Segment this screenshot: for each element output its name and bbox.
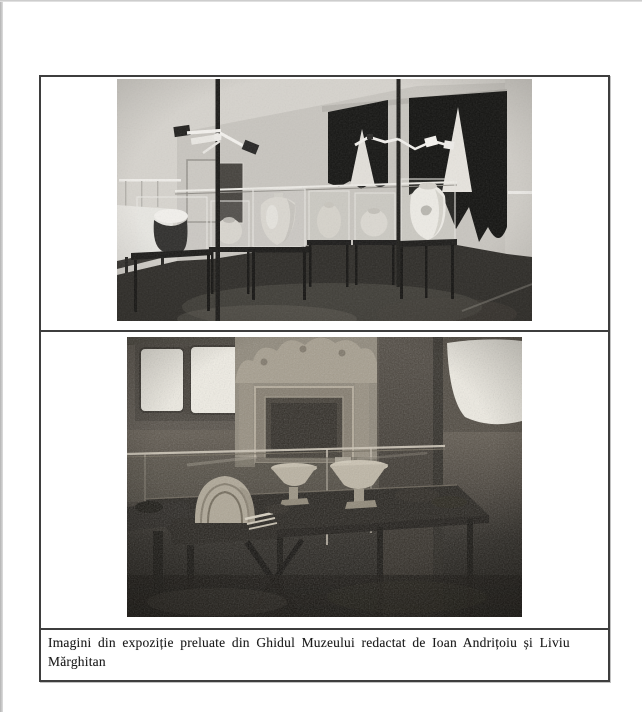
scan-edge-left [0,0,3,712]
photo-row-top [41,77,608,332]
caption-line-2: Mărghitan [48,654,106,669]
scan-edge-top [0,0,642,2]
exhibition-photo-bottom [127,337,522,617]
photo-row-bottom [41,332,608,630]
figure-frame [39,75,610,682]
caption-line-1: Imagini din expoziție preluate din Ghidul Muzeului redactat de Ioan Andrițoiu și Liviu [48,635,570,650]
figure-caption [41,630,608,671]
caption-row [41,630,608,676]
exhibition-photo-top [117,79,532,321]
